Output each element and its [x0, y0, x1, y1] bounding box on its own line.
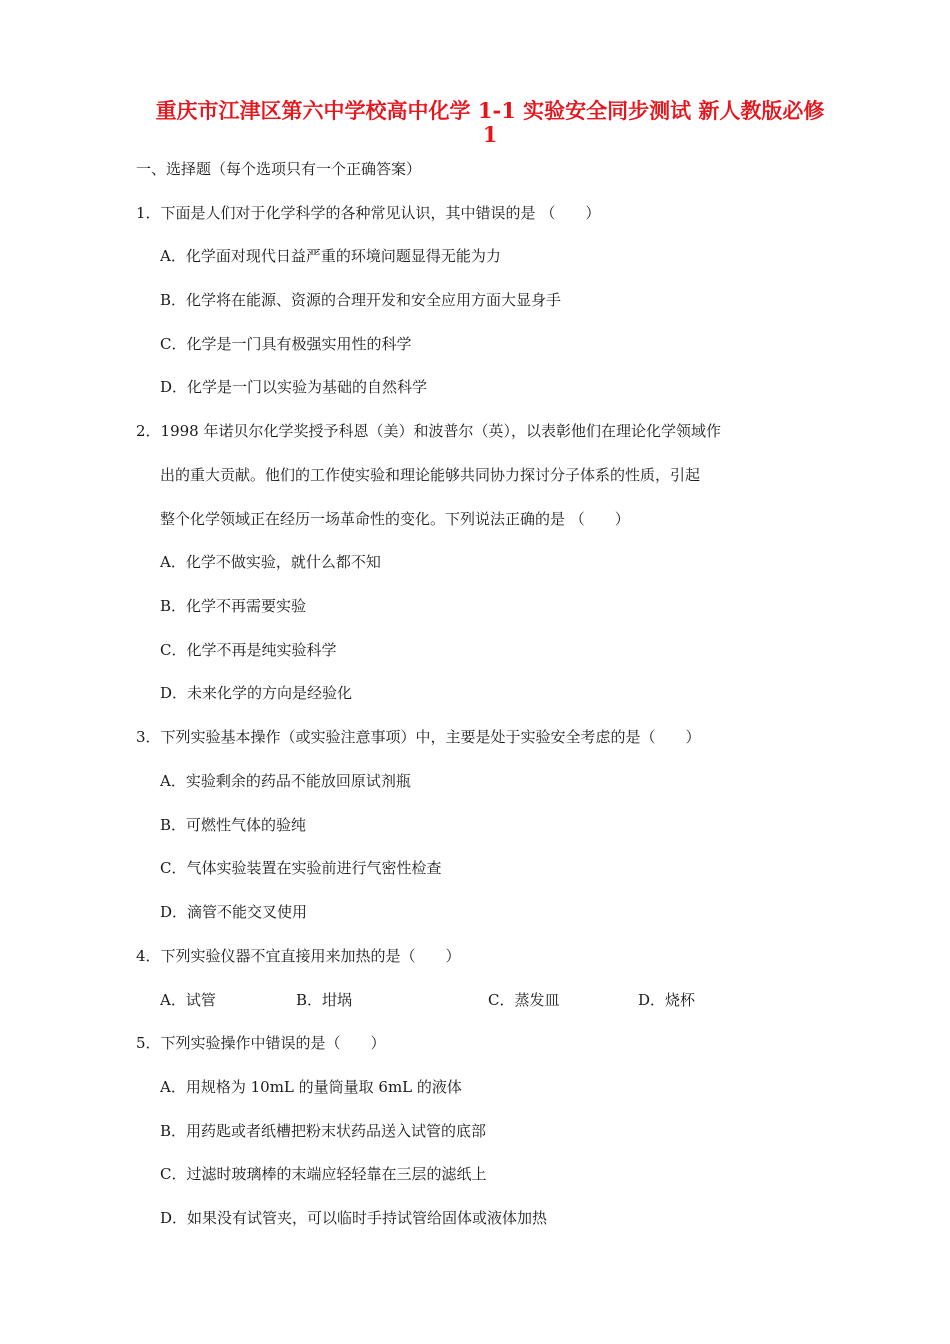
question-2-option-d: D．未来化学的方向是经验化 — [160, 684, 353, 702]
question-1-option-b: B．化学将在能源、资源的合理开发和安全应用方面大显身手 — [160, 291, 562, 309]
question-2-stem-line-2: 出的重大贡献。他们的工作使实验和理论能够共同协力探讨分子体系的性质，引起 — [160, 466, 701, 484]
question-3-option-c: C．气体实验装置在实验前进行气密性检查 — [160, 859, 442, 877]
question-5-option-c: C．过滤时玻璃棒的末端应轻轻靠在三层的滤纸上 — [160, 1165, 487, 1183]
question-2-stem-line-3: 整个化学领域正在经历一场革命性的变化。下列说法正确的是 （ ） — [160, 510, 630, 528]
question-1-option-d: D．化学是一门以实验为基础的自然科学 — [160, 378, 428, 396]
question-3-option-a: A．实验剩余的药品不能放回原试剂瓶 — [160, 772, 411, 790]
question-4-option-a: A．试管 — [160, 991, 216, 1009]
question-2-option-a: A．化学不做实验，就什么都不知 — [160, 553, 381, 571]
question-5-option-a: A．用规格为 10mL 的量筒量取 6mL 的液体 — [160, 1078, 462, 1096]
question-1-stem: 1．下面是人们对于化学科学的各种常见认识，其中错误的是 （ ） — [136, 204, 601, 222]
document-title-line-2: 1 — [482, 122, 498, 147]
question-5-stem: 5．下列实验操作中错误的是（ ） — [136, 1034, 386, 1052]
question-4-option-d: D．烧杯 — [638, 991, 696, 1009]
question-2-stem-line-1: 2．1998 年诺贝尔化学奖授予科恩（美）和波普尔（英），以表彰他们在理论化学领域作 — [136, 422, 721, 440]
question-3-stem: 3．下列实验基本操作（或实验注意事项）中，主要是处于实验安全考虑的是（ ） — [136, 728, 701, 746]
question-2-option-b: B．化学不再需要实验 — [160, 597, 307, 615]
section-heading: 一、选择题（每个选项只有一个正确答案） — [136, 160, 422, 178]
question-4-option-b: B．坩埚 — [296, 991, 353, 1009]
question-2-option-c: C．化学不再是纯实验科学 — [160, 641, 337, 659]
question-5-option-d: D．如果没有试管夹，可以临时手持试管给固体或液体加热 — [160, 1209, 548, 1227]
question-4-option-c: C．蒸发皿 — [488, 991, 560, 1009]
question-1-option-a: A．化学面对现代日益严重的环境问题显得无能为力 — [160, 247, 501, 265]
question-3-option-d: D．滴管不能交叉使用 — [160, 903, 308, 921]
question-5-option-b: B．用药匙或者纸槽把粉末状药品送入试管的底部 — [160, 1122, 487, 1140]
question-4-stem: 4．下列实验仪器不宜直接用来加热的是（ ） — [136, 947, 461, 965]
question-1-option-c: C．化学是一门具有极强实用性的科学 — [160, 335, 412, 353]
document-title-line-1: 重庆市江津区第六中学校高中化学 1-1 实验安全同步测试 新人教版必修 — [155, 98, 825, 123]
question-3-option-b: B．可燃性气体的验纯 — [160, 816, 307, 834]
